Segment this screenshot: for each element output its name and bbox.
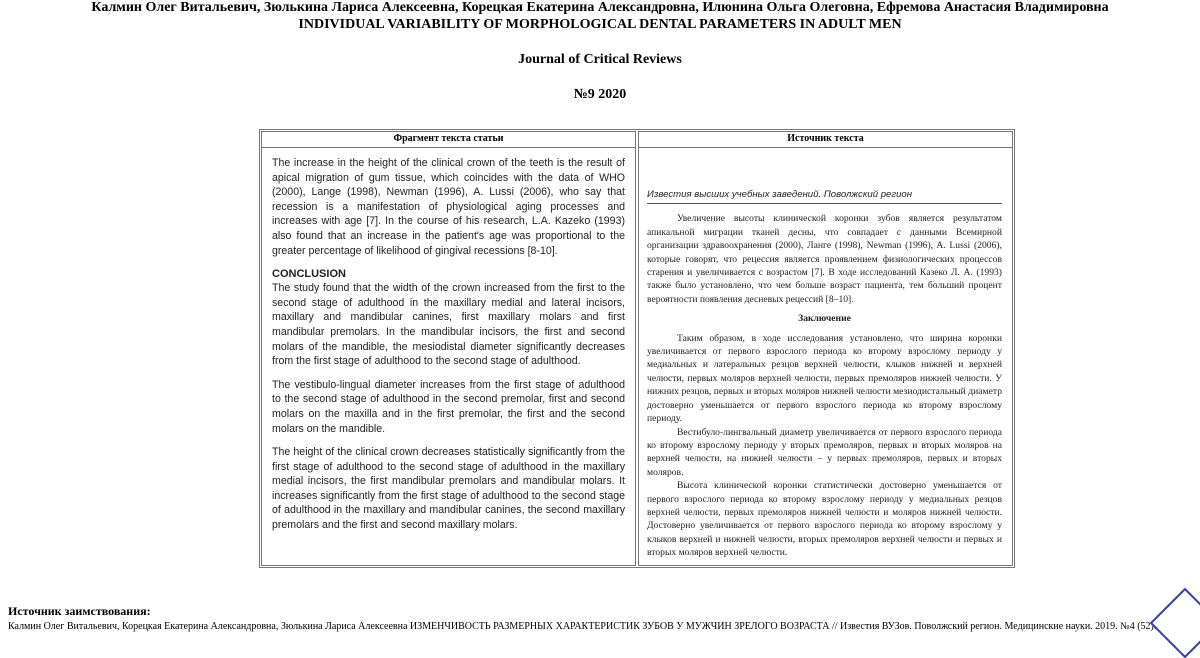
article-title: INDIVIDUAL VARIABILITY OF MORPHOLOGICAL DENTAL PARAMETERS IN ADULT MEN [298,17,902,32]
source-text-image [639,148,1012,560]
source-text-header: Источник текста [639,132,1012,148]
conclusion-heading: Заключение [798,313,851,325]
comparison-table [259,129,1015,568]
article-fragment-header: Фрагмент текста статьи [262,132,635,148]
journal-running-head: Известия высших учебных заведений. Поволжский регион [647,188,1002,204]
source-citation: Калмин Олег Витальевич, Корецкая Екатерина Александровна, Зюлькина Лариса Алексеевна ИЗМЕНЧИВОСТЬ РАЗМЕРНЫХ ХАРАКТЕРИСТИК ЗУБОВ У МУЖЧИН ЗРЕЛОГО ВОЗРАСТА // Известия ВУЗов. Поволжский регион. Медицинские науки. 2019. №4 (52). [8,621,1157,632]
journal-name: Journal of Critical Reviews [518,52,682,67]
paragraph: The study found that the width of the crown increased from the first to the second stage of adulthood in the maxillary medial and lateral incisors, maxillary and mandibular canines, first maxillary molars and first mandibular premolars. In the mandibular incisors, the first and second molars of the mandible, the mesiodistal diameter significantly decreases from the first stage of adulthood to the second stage of adulthood. [272,282,625,368]
paragraph: Таким образом, в ходе исследования установлено, что ширина коронки увеличивается от первого взрослого периода ко второму взрослому периоду у медиальных и латеральных резцов верхней челюсти, клыков нижней и верхней челюсти, первых моляров верхней челюсти, первых премоляров нижней челюсти. У нижних резцов, первых и вторых моляров нижней челюсти мезиодистальный диаметр достоверно уменьшается от первого взрослого периода ко второму взрослому периоду. [647,332,1002,425]
paragraph: Вестибуло-лингвальный диаметр увеличивается от первого взрослого периода ко второму взрослому периоду у вторых премоляров, первых и вторых моляров на верхней челюсти, на нижней челюсти – у первых премоляров, первых и вторых моляров. [647,426,1002,478]
paragraph: The increase in the height of the clinical crown of the teeth is the result of apical migration of gum tissue, which coincides with the data of WHO (2000), Lange (1998), Newman (1996), A. Lussi (2006), who say that recession is a manifestation of physiological aging processes and increases with age [7]. In the course of his research, L.A. Kazeko (1993) also found that an increase in the patient's age was proportional to the greater percentage of likelihood of gingival recessions [8-10]. [272,157,625,257]
article-fragment-column [261,131,636,566]
article-fragment-image [262,148,635,542]
paragraph: Высота клинической коронки статистически достоверно уменьшается от первого взрослого периода ко второму взрослому периоду у медиальных резцов верхней челюсти, первых премоляров нижней челюсти и моляров нижней челюсти. Достоверно увеличивается от первого взрослого периода ко второму взрослому у клыков верхней и нижней челюсти, вторых премоляров верхней челюсти и первых и вторых моляров верхней челюсти. [647,480,1002,559]
paragraph: The height of the clinical crown decreases statistically significantly from the first stage of adulthood to the second stage of adulthood in the maxillary medial incisors, the first mandibular premolars and mandibular molars. It increases significantly from the first stage of adulthood to the second stage of adulthood in the maxillary and mandibular canines, the second maxillary premolars and the first and second maxillary molars. [272,446,625,532]
source-text-column [638,131,1013,566]
source-label: Источник заимствования: [8,604,151,618]
conclusion-heading: CONCLUSION [272,268,346,281]
issue-number: №9 2020 [573,87,627,102]
stamp-icon [1150,588,1200,658]
paragraph: The vestibulo-lingual diameter increases from the first stage of adulthood to the second stage of adulthood in the second premolar, first and second molars on the maxilla and in the first premolar, the first and the second molars on the mandible. [272,378,625,435]
authors: Калмин Олег Витальевич, Зюлькина Лариса Алексеевна, Корецкая Екатерина Александровна, Илюнина Ольга Олеговна, Ефремова Анастасия Владимировна [91,0,1109,15]
paragraph: Увеличение высоты клинической коронки зубов является результатом апикальной миграции тканей десны, что совпадает с данными Всемирной организации здравоохранения (2000), Ланге (1998), Newman (1996), A. Lussi (2006), которые говорят, что рецессия является проявлением физиологических процессов старения и увеличивается с возрастом [7]. В ходе исследований Казеко Л. А. (1993) также было установлено, что чем больше возраст пациента, тем больший процент вероятности появления десневых рецессий [8–10]. [647,213,1002,305]
